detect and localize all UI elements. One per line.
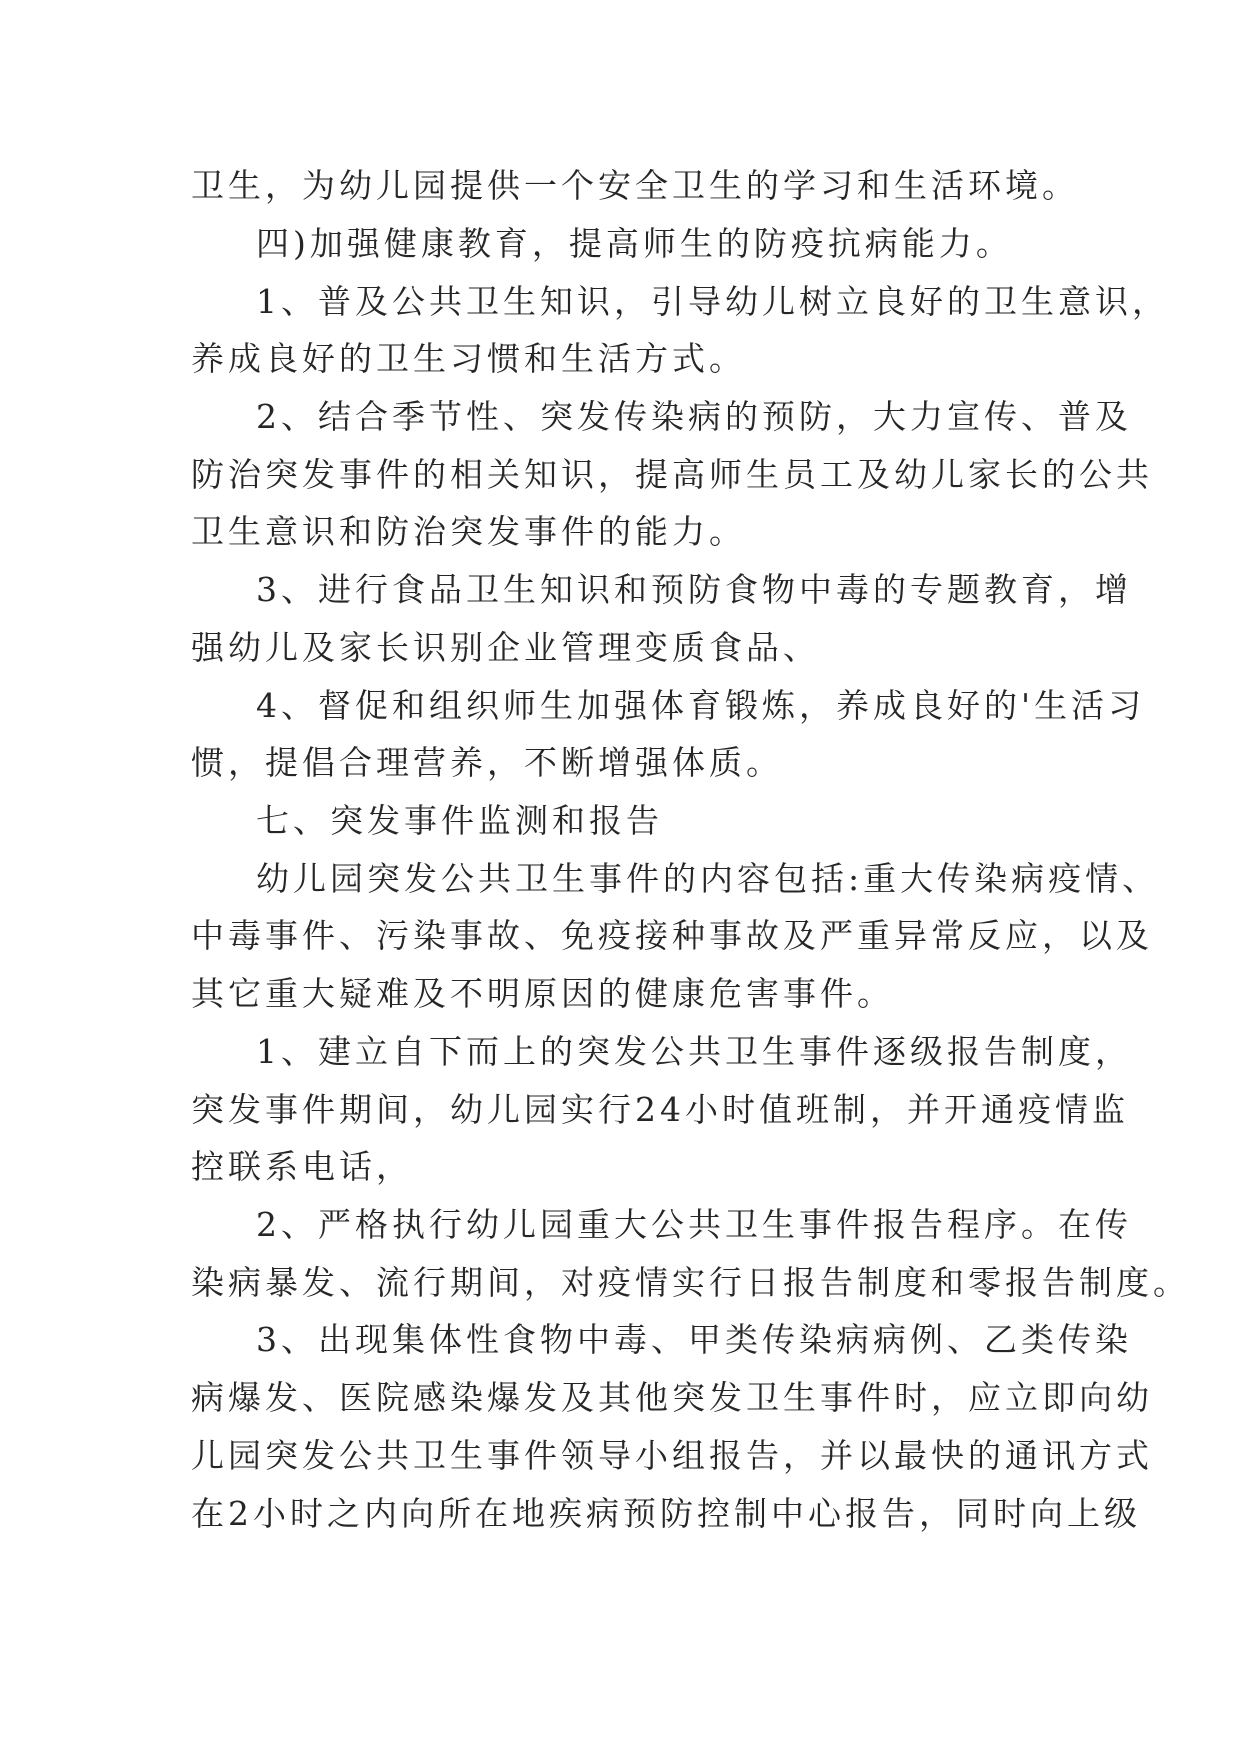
text-line: 病爆发、医院感染爆发及其他突发卫生事件时，应立即向幼 [191, 1378, 1153, 1417]
text-line: 1、建立自下而上的突发公共卫生事件逐级报告制度， [256, 1032, 1132, 1071]
text-line: 1、普及公共卫生知识，引导幼儿树立良好的卫生意识， [256, 282, 1169, 321]
text-line: 染病暴发、流行期间，对疫情实行日报告制度和零报告制度。 [191, 1263, 1190, 1302]
text-line: 卫生意识和防治突发事件的能力。 [191, 512, 746, 551]
text-line: 2、结合季节性、突发传染病的预防，大力宣传、普及 [256, 397, 1132, 436]
text-line: 惯，提倡合理营养，不断增强体质。 [191, 743, 783, 782]
text-line: 养成良好的卫生习惯和生活方式。 [191, 339, 746, 378]
text-line: 4、督促和组织师生加强体育锻炼，养成良好的'生活习 [256, 686, 1146, 725]
text-line: 3、进行食品卫生知识和预防食物中毒的专题教育，增 [256, 570, 1132, 609]
section-heading: 七、突发事件监测和报告 [256, 801, 663, 840]
text-line: 强幼儿及家长识别企业管理变质食品、 [191, 628, 820, 667]
text-line: 儿园突发公共卫生事件领导小组报告，并以最快的通讯方式 [191, 1436, 1153, 1475]
text-line: 防治突发事件的相关知识，提高师生员工及幼儿家长的公共 [191, 455, 1153, 494]
text-line: 在2小时之内向所在地疾病预防控制中心报告，同时向上级 [191, 1494, 1141, 1533]
text-line: 控联系电话， [191, 1147, 413, 1186]
text-line: 四)加强健康教育，提高师生的防疫抗病能力。 [256, 224, 1013, 263]
text-line: 3、出现集体性食物中毒、甲类传染病病例、乙类传染 [256, 1320, 1132, 1359]
text-line: 卫生，为幼儿园提供一个安全卫生的学习和生活环境。 [191, 166, 1079, 205]
text-line: 中毒事件、污染事故、免疫接种事故及严重异常反应，以及 [191, 916, 1153, 955]
text-line: 其它重大疑难及不明原因的健康危害事件。 [191, 974, 894, 1013]
text-line: 幼儿园突发公共卫生事件的内容包括:重大传染病疫情、 [256, 859, 1160, 898]
text-line: 2、严格执行幼儿园重大公共卫生事件报告程序。在传 [256, 1205, 1132, 1244]
text-line: 突发事件期间，幼儿园实行24小时值班制，并开通疫情监 [191, 1090, 1129, 1129]
